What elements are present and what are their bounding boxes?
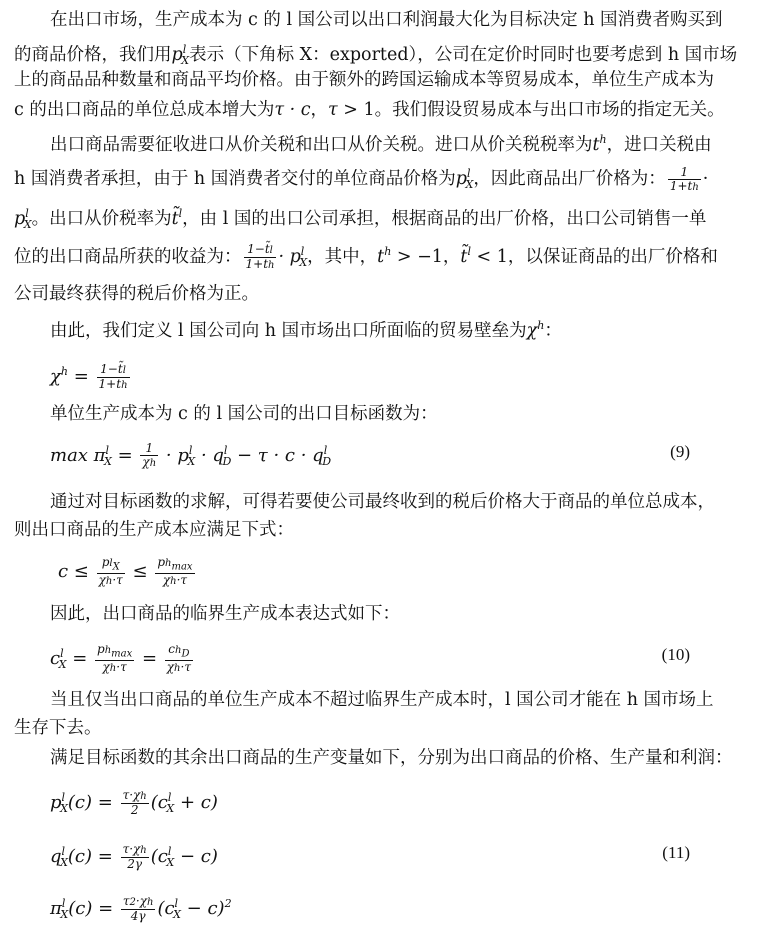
p7-line2: 生存下去。: [14, 718, 102, 738]
p6-line: 因此，出口商品的临界生产成本表达式如下：: [50, 604, 400, 624]
equation-number-11: (11): [662, 843, 690, 862]
p2-line3: $p^l_X$。出口从价税率为t̃$^l$，由 l 国的出口公司承担，根据商品的出厂价格，出口公司销售一单: [14, 207, 707, 231]
p2-line5: 公司最终获得的税后价格为正。: [14, 284, 259, 304]
p8-line: 满足目标函数的其余出口商品的生产变量如下，分别为出口商品的价格、生产量和利润：: [50, 748, 733, 768]
p1-line2: 的商品价格，我们用$p^l_X$表示（下角标 X：exported），公司在定价时同时也要考虑到 h 国市场: [14, 43, 738, 67]
p2-line4: 位的出口商品所获的收益为： $\frac{1-t̃l}{1+th}$ · $p^l_X$，其中，$t^h > -1$，t̃$^l$ < 1，以保证商品的出厂价格和: [14, 242, 718, 271]
equation-11-quantity: $q^l_X(c)$ = $\frac{\tau\cdot\chi h}{2\gamma}$ $(c^l_X - c)$: [50, 842, 218, 871]
equation-number-10: (10): [661, 645, 690, 664]
chi-definition: $\chi^h$ = $\frac{1-t̃l}{1+th}$: [50, 361, 128, 391]
p5-line1: 通过对目标函数的求解，可得若要使公司最终收到的税后价格大于商品的单位总成本，: [50, 492, 715, 512]
p1-line3: 上的商品品种数量和商品平均价格。由于额外的跨国运输成本等贸易成本，单位生产成本为: [14, 70, 714, 90]
p2-line2: h 国消费者承担，由于 h 国消费者交付的单位商品价格为$p^l_X$，因此商品出厂价格为： $\frac{1}{1+th}$ ·: [14, 164, 709, 193]
equation-number-9: (9): [670, 442, 690, 461]
p1-line1: 在出口市场，生产成本为 c 的 l 国公司以出口利润最大化为目标决定 h 国消费者购买到: [50, 10, 723, 30]
p5-line2: 则出口商品的生产成本应满足下式：: [14, 520, 294, 540]
p1-line4: c 的出口商品的单位总成本增大为τ · c，τ > 1。我们假设贸易成本与出口市场的指定无关。: [14, 100, 725, 120]
equation-10: $c^l_X$ = $\frac{ph_{max}}{\chi h\cdot\tau}$ = $\frac{ch_D}{\chi h\cdot\tau}$: [50, 641, 191, 675]
p2-line1: 出口商品需要征收进口从价关税和出口从价关税。进口从价关税税率为$t^h$，进口关税由: [50, 133, 712, 155]
equation-11-profit: $\pi^l_X(c)$ = $\frac{\tau 2\cdot\chi h}{4\gamma}$ $(c^l_X - c)^2$: [50, 894, 232, 923]
equation-9: $\max \pi^l_X$ = $\frac{1}{\chi h}$ · $p^l_X \cdot q^l_D - \tau \cdot c \cdot q^l_D$: [50, 441, 332, 469]
equation-11-price: $p^l_X(c)$ = $\frac{\tau\cdot\chi h}{2}$ $(c^l_X + c)$: [50, 788, 218, 817]
p3-line: 由此，我们定义 l 国公司向 h 国市场出口所面临的贸易壁垒为$\chi^h$：: [50, 319, 562, 341]
p4-line: 单位生产成本为 c 的 l 国公司的出口目标函数为：: [50, 404, 438, 424]
cost-inequality: c ≤ $\frac{pl_X}{\chi h\cdot\tau}$ ≤ $\frac{ph_{max}}{\chi h\cdot\tau}$: [58, 555, 193, 588]
p7-line1: 当且仅当出口商品的单位生产成本不超过临界生产成本时，l 国公司才能在 h 国市场上: [50, 690, 714, 710]
